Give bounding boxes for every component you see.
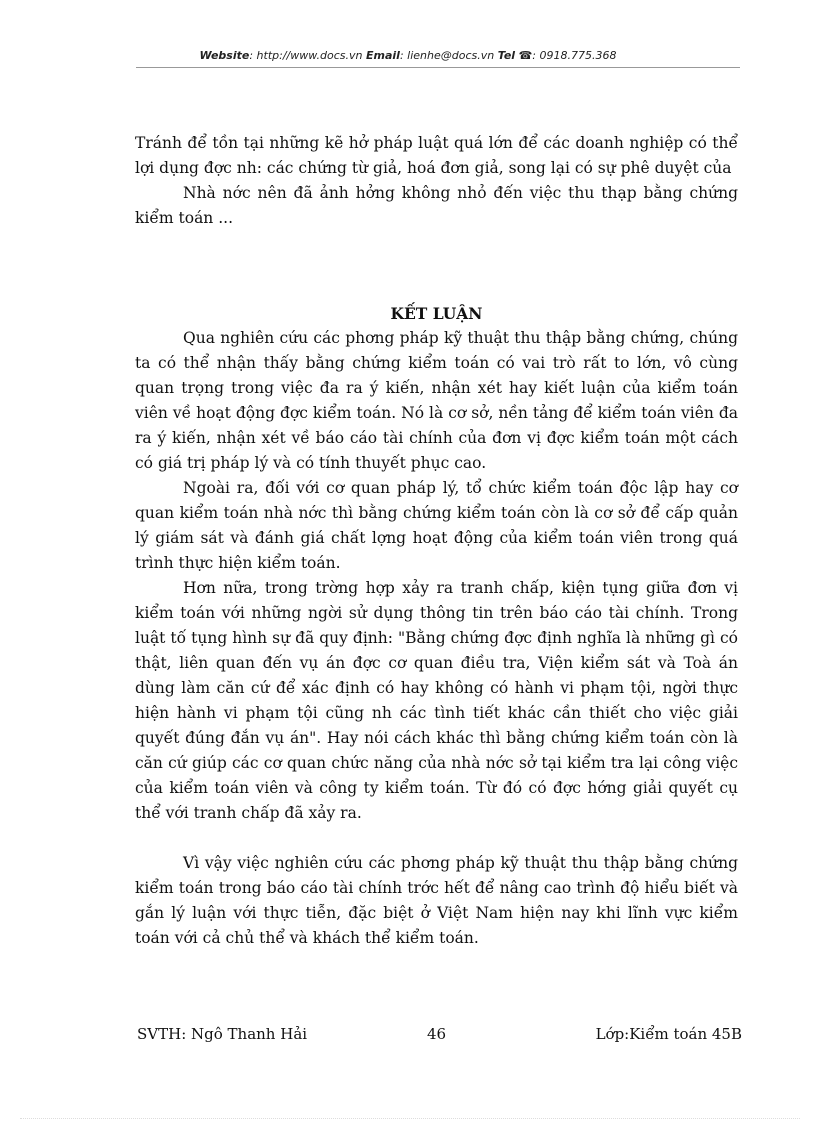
- page-header: [0, 49, 816, 62]
- paragraph-1: Tránh để tồn tại những kẽ hở pháp luật quá lớn để các doanh nghiệp có thể lợi dụng đợc nh: các chứng từ giả, hoá đơn giả, song lại có sự phê duyệt của: [135, 134, 738, 177]
- email-label: Email: [366, 49, 400, 62]
- email-value[interactable]: : lienhe@docs.vn: [399, 49, 495, 62]
- paragraph-5: Hơn nữa, trong trờng hợp xảy ra tranh chấp, kiện tụng giữa đơn vị kiểm toán với những ngời sử dụng thông tin trên báo cáo tài chính. Trong luật tố tụng hình sự đã quy định: "Bằng chứng đợc định nghĩa là những gì có thật, liên quan đến vụ án đợc cơ quan điều tra, Viện kiểm sát và Toà án dùng làm căn cứ để xác định có hay không có hành vi phạm tội, ngời thực hiện hành vi phạm tội cũng nh các tình tiết khác cần thiết cho việc giải quyết đúng đắn vụ án". Hay nói cách khác thì bằng chứng kiểm toán còn là căn cứ giúp các cơ quan chức năng của nhà nớc sở tại kiểm tra lại công việc của kiểm toán viên và công ty kiểm toán. Từ đó có đợc hớng giải quyết cụ thể với tranh chấp đã xảy ra.: [135, 579, 738, 822]
- paragraph-2: Nhà nớc nên đã ảnh hởng không nhỏ đến việc thu thạp bằng chứng kiểm toán ...: [135, 184, 738, 227]
- website-value[interactable]: : http://www.docs.vn: [249, 49, 363, 62]
- paragraph-4: Ngoài ra, đối với cơ quan pháp lý, tổ chức kiểm toán độc lập hay cơ quan kiểm toán nhà nớc thì bằng chứng kiểm toán còn là cơ sở để cấp quản lý giám sát và đánh giá chất lợng hoạt động của kiểm toán viên trong quá trình thực hiện kiểm toán.: [135, 479, 738, 572]
- website-label: Website: [199, 49, 250, 62]
- header-divider: [136, 67, 740, 68]
- footer-class: Lớp:Kiểm toán 45B: [595, 1025, 742, 1043]
- page-number: 46: [427, 1025, 447, 1043]
- footer-student: SVTH: Ngô Thanh Hải: [137, 1025, 308, 1043]
- bottom-dotted-divider: [20, 1118, 800, 1119]
- document-body: [135, 131, 738, 951]
- tel-label: Tel: [497, 49, 516, 62]
- phone-icon: ☎: [518, 49, 533, 62]
- paragraph-3: Qua nghiên cứu các phơng pháp kỹ thuật thu thập bằng chứng, chúng ta có thể nhận thấy bằng chứng kiểm toán có vai trò rất to lớn, vô cùng quan trọng trong việc đa ra ý kiến, nhận xét hay kiết luận của kiểm toán viên về hoạt động đợc kiểm toán. Nó là cơ sở, nền tảng để kiểm toán viên đa ra ý kiến, nhận xét về báo cáo tài chính của đơn vị đợc kiểm toán một cách có giá trị pháp lý và có tính thuyết phục cao.: [135, 329, 738, 472]
- tel-value: : 0918.775.368: [532, 49, 617, 62]
- section-title: KẾT LUẬN: [390, 304, 483, 323]
- page-footer: [137, 1025, 742, 1047]
- paragraph-6: Vì vậy việc nghiên cứu các phơng pháp kỹ thuật thu thập bằng chứng kiểm toán trong báo cáo tài chính trớc hết để nâng cao trình độ hiểu biết và gắn lý luận với thực tiễn, đặc biệt ở Việt Nam hiện nay khi lĩnh vực kiểm toán với cả chủ thể và khách thể kiểm toán.: [135, 854, 738, 947]
